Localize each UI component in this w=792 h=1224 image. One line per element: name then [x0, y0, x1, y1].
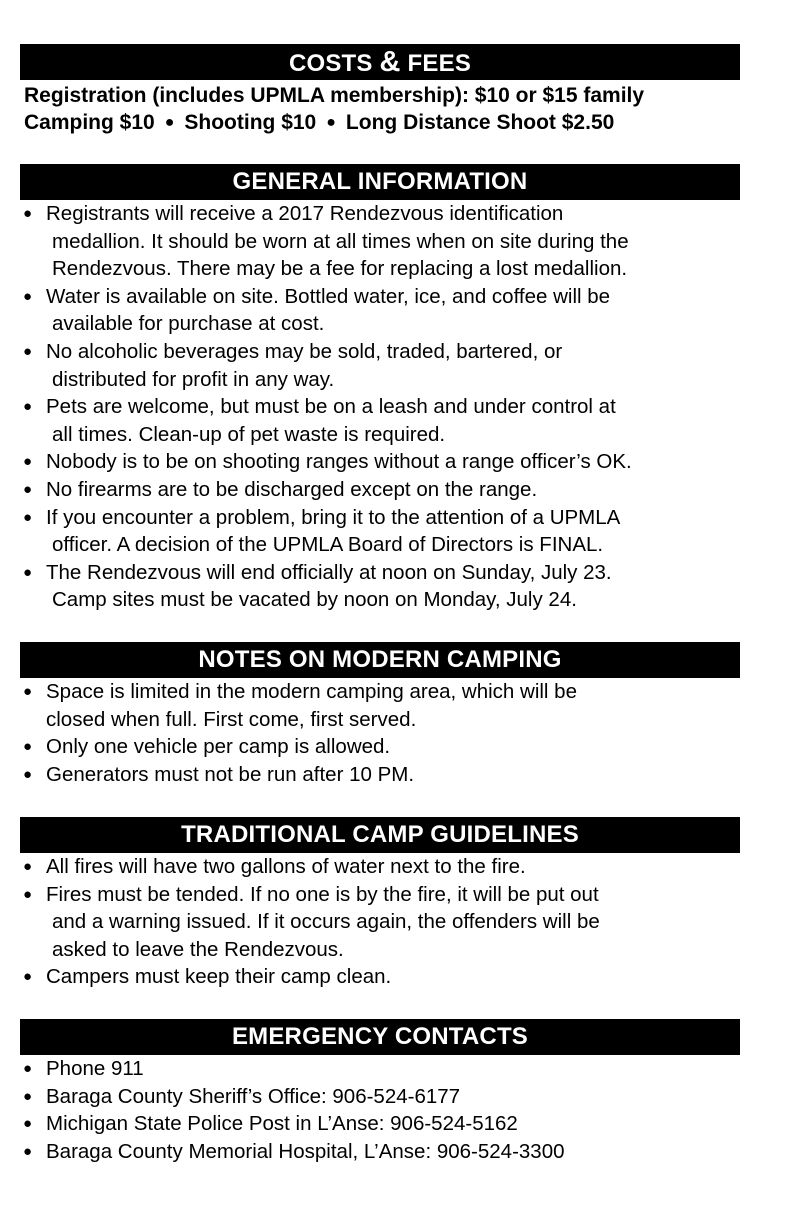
list-item-text: Rendezvous. There may be a fee for replacing a lost medallion. [52, 257, 628, 281]
bullet-icon: ● [23, 1115, 33, 1133]
activity-fees-line [20, 109, 740, 138]
modern-camping-section [20, 642, 740, 788]
costs-fees-section [20, 44, 740, 138]
list-item [20, 733, 740, 761]
list-item-text: and a warning issued. If it occurs again, the offenders will be [52, 910, 600, 934]
bullet-icon: ● [23, 1142, 33, 1160]
bullet-icon: ● [23, 683, 33, 700]
traditional-camp-list [20, 853, 740, 991]
list-item-text: distributed for profit in any way. [52, 367, 335, 391]
list-item-text: Space is limited in the modern camping area, which will be [46, 680, 577, 703]
list-item [20, 881, 740, 964]
list-item-text: asked to leave the Rendezvous. [52, 937, 344, 961]
list-item [20, 1083, 740, 1111]
costs-header-word: COSTS [288, 50, 373, 77]
list-item-text: officer. A decision of the UPMLA Board of Directors is FINAL. [52, 533, 604, 557]
long-distance-fee: Long Distance Shoot $2.50 [345, 111, 615, 134]
shooting-fee: Shooting $10 [184, 111, 317, 134]
bullet-icon: ● [23, 205, 33, 222]
list-item-text: available for purchase at cost. [52, 312, 325, 336]
list-item-text: Water is available on site. Bottled water, ice, and coffee will be [46, 284, 611, 308]
list-item [20, 338, 740, 393]
general-information-header: GENERAL INFORMATION [20, 164, 740, 200]
list-item [20, 678, 740, 733]
list-item [20, 1138, 740, 1166]
list-item-text: closed when full. First come, first served. [46, 707, 417, 731]
traditional-camp-header: TRADITIONAL CAMP GUIDELINES [20, 817, 740, 853]
separator-dot-icon: ● [164, 114, 175, 131]
bullet-icon: ● [23, 1060, 33, 1077]
list-item-text: Registrants will receive a 2017 Rendezvous identification [46, 202, 564, 225]
bullet-icon: ● [23, 287, 33, 305]
bullet-icon: ● [23, 738, 33, 756]
list-item-text: No firearms are to be discharged except on the range. [46, 477, 538, 501]
registration-fee-line: Registration (includes UPMLA membership): $10 or $15 family [24, 84, 645, 107]
modern-camping-list [20, 678, 740, 788]
emergency-contacts-section [20, 1019, 740, 1165]
bullet-icon: ● [23, 1087, 33, 1105]
list-item-text: If you encounter a problem, bring it to the attention of a UPMLA [46, 505, 621, 529]
list-item-text: Nobody is to be on shooting ranges without a range officer’s OK. [46, 450, 632, 474]
list-item-text: Pets are welcome, but must be on a leash and under control at [46, 395, 616, 419]
list-item [20, 448, 740, 476]
separator-dot-icon: ● [326, 114, 336, 131]
list-item-text: Fires must be tended. If no one is by the fire, it will be put out [46, 882, 599, 906]
list-item [20, 1110, 740, 1138]
camping-fee: Camping $10 [24, 111, 155, 134]
list-item [20, 559, 740, 614]
bullet-icon: ● [23, 968, 33, 986]
list-item [20, 504, 740, 559]
list-item-text: Michigan State Police Post in L’Anse: 906-524-5162 [46, 1112, 518, 1136]
fees-header-word: FEES [407, 50, 472, 77]
bullet-icon: ● [23, 508, 33, 526]
list-item [20, 200, 740, 283]
bullet-icon: ● [23, 885, 33, 903]
bullet-icon: ● [23, 342, 33, 360]
list-item [20, 283, 740, 338]
list-item-text: All fires will have two gallons of water next to the fire. [46, 855, 526, 878]
list-item-text: Baraga County Sheriff’s Office: 906-524-6177 [46, 1084, 461, 1108]
list-item-text: No alcoholic beverages may be sold, traded, bartered, or [46, 339, 563, 363]
costs-header-ampersand: & [379, 46, 401, 78]
list-item-text: Camp sites must be vacated by noon on Monday, July 24. [52, 588, 577, 612]
list-item-text: Generators must not be run after 10 PM. [46, 762, 415, 786]
bullet-icon: ● [23, 765, 33, 783]
list-item [20, 963, 740, 991]
traditional-camp-section [20, 817, 740, 991]
list-item-text: all times. Clean-up of pet waste is required. [52, 422, 446, 446]
general-information-section [20, 164, 740, 614]
list-item-text: The Rendezvous will end officially at noon on Sunday, July 23. [46, 560, 612, 584]
list-item-text: Only one vehicle per camp is allowed. [46, 735, 391, 759]
bullet-icon: ● [23, 563, 33, 581]
list-item-text: Baraga County Memorial Hospital, L’Anse: 906-524-3300 [46, 1139, 565, 1163]
bullet-icon: ● [23, 858, 33, 875]
modern-camping-header: NOTES ON MODERN CAMPING [20, 642, 740, 678]
list-item [20, 853, 740, 881]
list-item [20, 1055, 740, 1083]
costs-fees-header [20, 44, 740, 80]
list-item-text: Phone 911 [46, 1057, 144, 1080]
bullet-icon: ● [23, 398, 33, 416]
list-item [20, 393, 740, 448]
list-item-text: Campers must keep their camp clean. [46, 965, 392, 989]
general-information-list [20, 200, 740, 614]
list-item [20, 476, 740, 504]
list-item-text: medallion. It should be worn at all times when on site during the [52, 229, 629, 253]
emergency-contacts-header: EMERGENCY CONTACTS [20, 1019, 740, 1055]
emergency-contacts-list [20, 1055, 740, 1165]
list-item [20, 761, 740, 789]
bullet-icon: ● [23, 453, 33, 471]
bullet-icon: ● [23, 480, 33, 498]
